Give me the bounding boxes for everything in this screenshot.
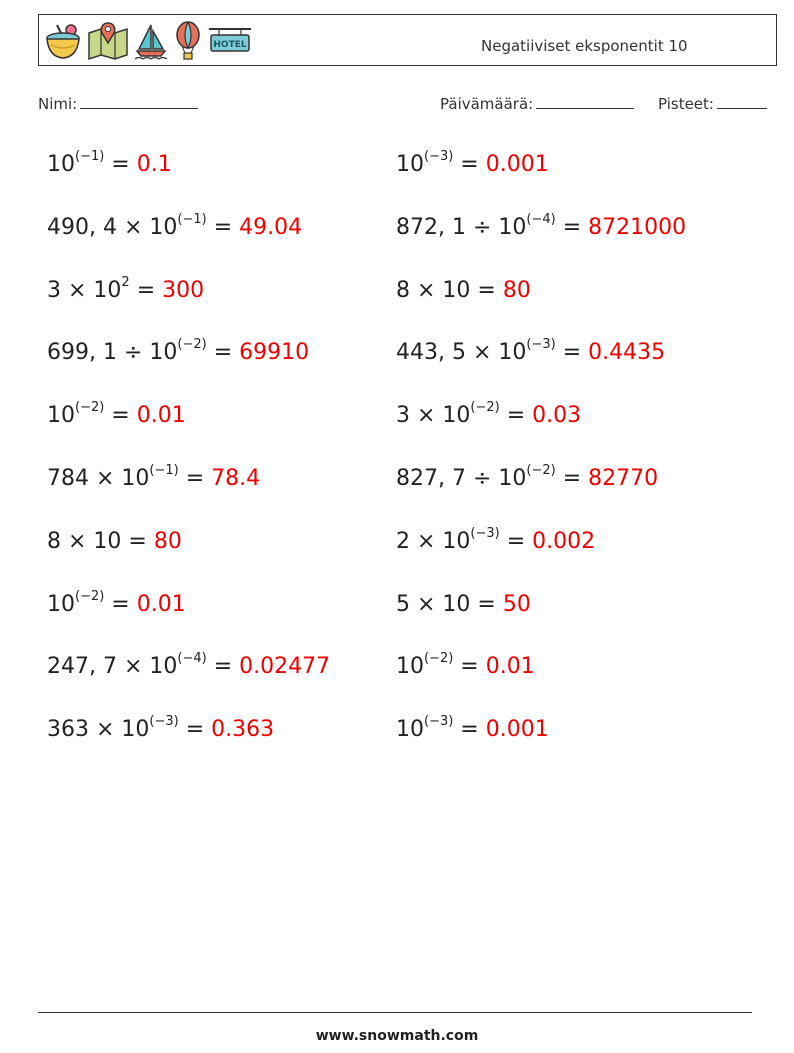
problem-item (47, 401, 186, 434)
problem-equals: = (453, 654, 486, 680)
problem-item (396, 150, 549, 183)
problem-item (47, 464, 260, 497)
problem-equals: = (178, 717, 212, 743)
score-field (658, 94, 767, 113)
problem-expression: 5 × 10 (396, 591, 471, 617)
problem-expression: 363 × 10 (47, 717, 150, 743)
problem-expression: 247, 7 × 10 (47, 654, 178, 680)
problem-expression: 10 (396, 152, 424, 177)
problem-exponent: (−2) (526, 463, 556, 478)
problem-answer: 50 (502, 591, 531, 617)
problem-item (396, 590, 531, 620)
problem-answer: 8721000 (588, 214, 687, 240)
problem-exponent: (−3) (424, 714, 454, 730)
problem-answer: 300 (162, 277, 205, 303)
problem-equals: = (206, 654, 240, 680)
date-blank[interactable] (536, 94, 634, 109)
date-field (440, 94, 634, 113)
problem-equals: = (453, 152, 486, 177)
problem-expression: 10 (396, 717, 424, 743)
problem-exponent: 2 (121, 274, 130, 290)
worksheet-title: Negatiiviset eksponentit 10 (481, 37, 688, 55)
problem-expression: 3 × 10 (396, 403, 471, 429)
score-label: Pisteet: (658, 95, 714, 113)
problem-item (396, 401, 581, 434)
problem-answer: 0.001 (485, 152, 549, 177)
problem-equals: = (555, 340, 589, 366)
hot-air-balloon-icon (173, 21, 203, 61)
problem-equals: = (499, 403, 533, 429)
problem-answer: 0.01 (136, 591, 186, 617)
problem-item (47, 276, 204, 309)
problem-expression: 10 (47, 152, 75, 177)
problem-item (396, 715, 549, 748)
problem-expression: 3 × 10 (47, 277, 122, 303)
problem-answer: 0.02477 (239, 654, 331, 680)
problem-answer: 0.002 (532, 528, 596, 554)
problem-item (47, 590, 186, 623)
footer-divider (38, 1012, 752, 1013)
problem-expression: 827, 7 ÷ 10 (396, 466, 527, 491)
problem-answer: 80 (502, 277, 531, 303)
problem-exponent: (−2) (470, 400, 500, 416)
problem-item (47, 715, 274, 748)
problem-expression: 10 (396, 654, 424, 680)
problem-exponent: (−3) (149, 714, 179, 730)
problem-exponent: (−3) (470, 525, 500, 541)
problem-answer: 69910 (239, 340, 310, 366)
problem-expression: 443, 5 × 10 (396, 340, 527, 366)
problem-item (396, 213, 686, 246)
problem-item (396, 464, 658, 497)
problem-equals: = (453, 717, 486, 743)
problem-item (396, 652, 535, 685)
worksheet-header (38, 14, 777, 66)
problem-item (47, 527, 182, 557)
problem-equals: = (178, 466, 212, 491)
problem-exponent: (−3) (424, 149, 454, 164)
problem-equals: = (470, 591, 503, 617)
footer-url: www.snowmath.com (315, 1028, 479, 1044)
problem-item (47, 652, 330, 685)
problem-exponent: (−1) (75, 149, 105, 164)
problem-answer: 0.001 (485, 717, 549, 743)
problem-answer: 0.1 (136, 152, 172, 177)
problem-exponent: (−2) (177, 337, 207, 353)
problem-answer: 80 (153, 528, 182, 554)
problem-equals: = (206, 340, 240, 366)
problem-exponent: (−4) (526, 211, 556, 227)
problem-item (47, 213, 302, 246)
date-label: Päivämäärä: (440, 95, 534, 113)
problem-item (47, 150, 172, 183)
problem-equals: = (104, 403, 137, 429)
problem-answer: 0.4435 (588, 340, 666, 366)
problem-answer: 49.04 (239, 214, 303, 240)
name-label: Nimi: (38, 95, 78, 113)
problem-exponent: (−1) (177, 211, 207, 227)
map-pin-icon (87, 21, 129, 61)
problem-item (396, 527, 595, 560)
header-icons (43, 20, 253, 62)
problem-equals: = (121, 528, 154, 554)
problem-exponent: (−2) (424, 651, 454, 667)
score-blank[interactable] (717, 94, 767, 109)
hotel-sign-icon (207, 21, 253, 61)
problem-item (396, 276, 531, 306)
problem-exponent: (−4) (177, 651, 207, 667)
problem-exponent: (−3) (526, 337, 556, 353)
problem-equals: = (104, 591, 137, 617)
problem-equals: = (470, 277, 503, 303)
problem-exponent: (−2) (75, 400, 105, 416)
problem-expression: 8 × 10 (47, 528, 122, 554)
problem-equals: = (206, 214, 240, 240)
name-field (38, 94, 198, 113)
problem-equals: = (129, 277, 163, 303)
problem-answer: 0.01 (136, 403, 186, 429)
problem-item (47, 338, 309, 371)
problem-exponent: (−2) (75, 588, 105, 604)
problem-answer: 0.363 (211, 717, 275, 743)
problem-answer: 0.03 (532, 403, 582, 429)
problem-exponent: (−1) (149, 463, 179, 478)
problem-expression: 699, 1 ÷ 10 (47, 340, 178, 366)
problem-expression: 10 (47, 591, 75, 617)
sailboat-icon (133, 21, 169, 61)
problem-expression: 490, 4 × 10 (47, 214, 178, 240)
problem-equals: = (555, 214, 589, 240)
problem-equals: = (104, 152, 137, 177)
problem-expression: 2 × 10 (396, 528, 471, 554)
problem-expression: 8 × 10 (396, 277, 471, 303)
problem-equals: = (499, 528, 533, 554)
problem-expression: 10 (47, 403, 75, 429)
problem-answer: 0.01 (485, 654, 535, 680)
problem-item (396, 338, 665, 371)
problem-expression: 872, 1 ÷ 10 (396, 214, 527, 240)
problem-expression: 784 × 10 (47, 466, 150, 491)
problem-equals: = (555, 466, 589, 491)
coconut-drink-icon (43, 21, 83, 61)
name-blank[interactable] (80, 94, 198, 109)
hotel-sign-text: HOTEL (213, 40, 247, 50)
problem-answer: 78.4 (211, 466, 261, 491)
problem-answer: 82770 (588, 466, 659, 491)
